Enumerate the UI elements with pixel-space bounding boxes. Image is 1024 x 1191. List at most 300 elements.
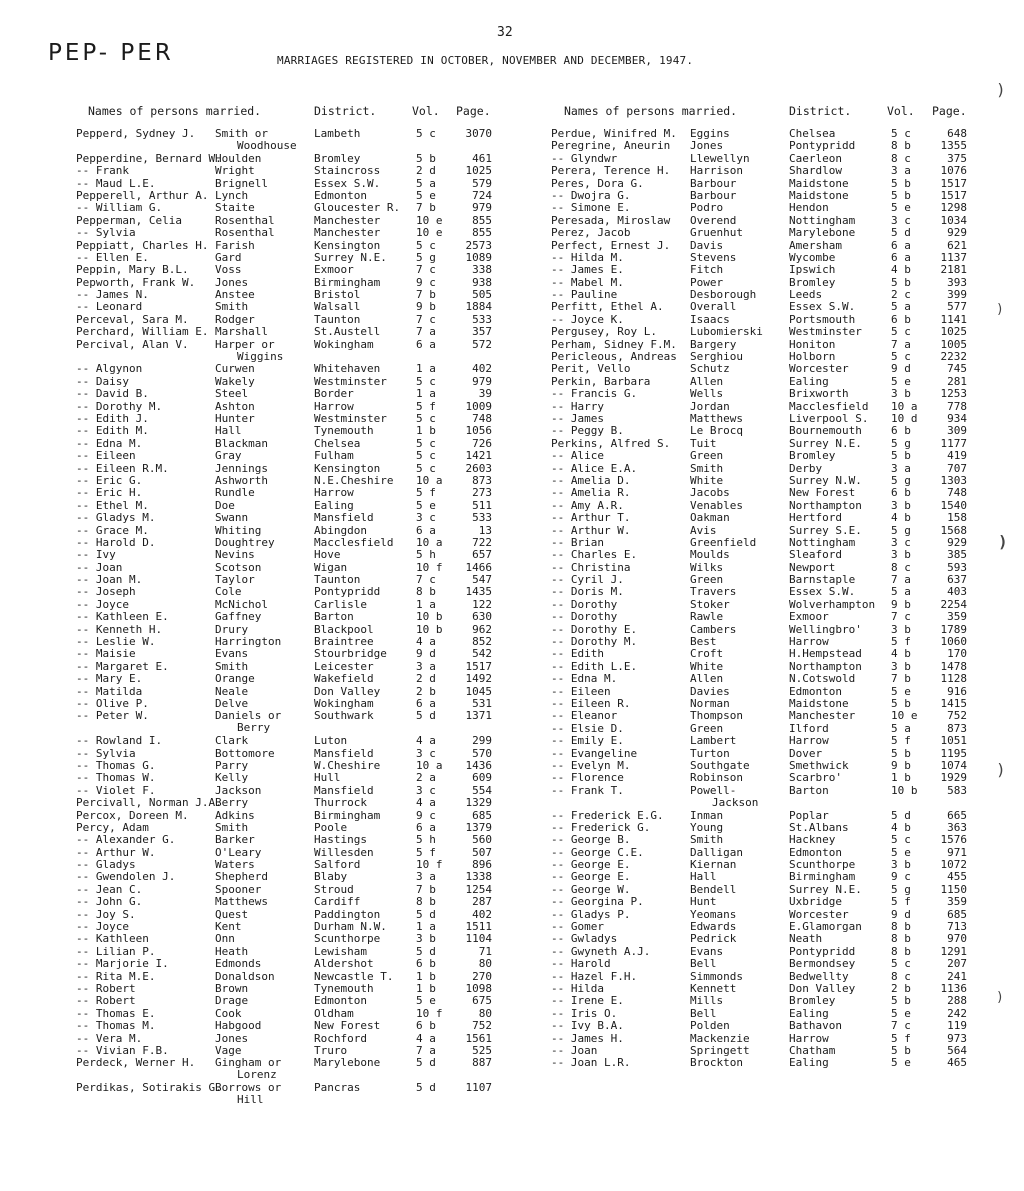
entry-district: Essex S.W. bbox=[314, 176, 381, 190]
entry-district: N.E.Cheshire bbox=[314, 473, 394, 487]
entry-volume: 5 f bbox=[891, 734, 911, 748]
entry-name: Percivall, Norman J.A. bbox=[76, 796, 222, 810]
entry-page: 593 bbox=[947, 560, 967, 574]
entry-name: -- Kenneth H. bbox=[76, 622, 163, 636]
entry-district: Portsmouth bbox=[789, 312, 856, 326]
entry-page: 685 bbox=[947, 907, 967, 921]
entry-name: -- David B. bbox=[76, 387, 149, 401]
entry-volume: 5 b bbox=[891, 176, 911, 190]
entry-name: -- Rowland I. bbox=[76, 734, 163, 748]
entry-volume: 6 b bbox=[416, 1019, 436, 1033]
entry-name: -- Dorothy bbox=[551, 610, 618, 624]
entry-volume: 8 c bbox=[891, 560, 911, 574]
entry-name: -- Brian bbox=[551, 535, 604, 549]
entry-volume: 5 g bbox=[891, 882, 911, 896]
entry-district: Marylebone bbox=[314, 1056, 381, 1070]
entry-volume: 6 b bbox=[416, 957, 436, 971]
entry-page: 1141 bbox=[940, 312, 967, 326]
entry-spouse: Rundle bbox=[215, 486, 255, 500]
entry-district: Hackney bbox=[789, 833, 836, 847]
entry-page: 675 bbox=[472, 994, 492, 1008]
entry-district: Edmonton bbox=[314, 188, 367, 202]
entry-spouse: McNichol bbox=[215, 597, 268, 611]
entry-name: -- Peggy B. bbox=[551, 424, 624, 438]
entry-page: 1355 bbox=[940, 139, 967, 153]
entry-spouse: Davies bbox=[690, 684, 730, 698]
entry-name: -- Lilian P. bbox=[76, 944, 156, 958]
entry-spouse: Evans bbox=[215, 647, 249, 661]
entry-district: Shardlow bbox=[789, 164, 842, 178]
entry-volume: 10 b bbox=[891, 783, 918, 797]
entry-volume: 5 c bbox=[891, 350, 911, 364]
entry-volume: 3 a bbox=[416, 659, 436, 673]
entry-volume: 4 a bbox=[416, 734, 436, 748]
entry-page: 419 bbox=[947, 449, 967, 463]
entry-spouse: Harper or Wiggins bbox=[215, 337, 284, 363]
entry-district: Ealing bbox=[789, 374, 829, 388]
entry-volume: 2 a bbox=[416, 771, 436, 785]
entry-name: -- George B. bbox=[551, 833, 631, 847]
entry-volume: 3 b bbox=[891, 659, 911, 673]
entry-volume: 2 d bbox=[416, 672, 436, 686]
entry-name: -- George E. bbox=[551, 858, 631, 872]
entry-spouse: Springett bbox=[690, 1043, 750, 1057]
entry-volume: 1 a bbox=[416, 920, 436, 934]
entry-spouse: Bendell bbox=[690, 882, 737, 896]
entry-district: Nottingham bbox=[789, 213, 856, 227]
entry-spouse: Vage bbox=[215, 1043, 242, 1057]
entry-district: Stourbridge bbox=[314, 647, 387, 661]
entry-volume: 3 c bbox=[416, 746, 436, 760]
entry-volume: 10 b bbox=[416, 622, 443, 636]
entry-name: Perchard, William E. bbox=[76, 325, 209, 339]
entry-name: Peres, Dora G. bbox=[551, 176, 644, 190]
entry-volume: 5 f bbox=[891, 635, 911, 649]
entry-name: Peregrine, Aneurin bbox=[551, 139, 671, 153]
entry-district: Worcester bbox=[789, 907, 849, 921]
entry-spouse: Young bbox=[690, 820, 724, 834]
entry-district: Wokingham bbox=[314, 337, 374, 351]
entry-volume: 3 b bbox=[891, 548, 911, 562]
entry-spouse: Overall bbox=[690, 300, 737, 314]
entry-district: Taunton bbox=[314, 312, 361, 326]
entry-page: 119 bbox=[947, 1019, 967, 1033]
entry-spouse: Brown bbox=[215, 982, 249, 995]
entry-district: Ealing bbox=[789, 1056, 829, 1070]
entry-name: -- Marjorie I. bbox=[76, 957, 169, 971]
entry-name: Pepworth, Frank W. bbox=[76, 275, 196, 289]
entry-page: 1929 bbox=[940, 771, 967, 785]
entry-name: -- Gladys P. bbox=[551, 907, 631, 921]
entry-volume: 4 a bbox=[416, 796, 436, 810]
entry-name: Pergusey, Roy L. bbox=[551, 325, 657, 339]
entry-spouse: Dalligan bbox=[690, 845, 743, 859]
entry-volume: 5 d bbox=[416, 944, 436, 958]
entry-page: 1576 bbox=[940, 833, 967, 847]
entry-spouse: Mills bbox=[690, 994, 724, 1008]
entry-name: -- Cyril J. bbox=[551, 573, 624, 587]
entry-page: 637 bbox=[947, 573, 967, 587]
entry-name: -- Evelyn M. bbox=[551, 758, 631, 772]
entry-page: 241 bbox=[947, 969, 967, 983]
entry-spouse: Yeomans bbox=[690, 907, 737, 921]
entry-volume: 8 b bbox=[891, 139, 911, 153]
entry-page: 1034 bbox=[940, 213, 967, 227]
entry-volume: 5 c bbox=[416, 238, 436, 252]
entry-name: -- Georgina P. bbox=[551, 895, 644, 909]
entry-district: Bromley bbox=[789, 994, 836, 1008]
entry-page: 455 bbox=[947, 870, 967, 884]
entry-page: 2573 bbox=[465, 238, 492, 252]
entry-district: Maidstone bbox=[789, 176, 849, 190]
entry-district: Macclesfield bbox=[314, 535, 394, 549]
entry-name: Perfect, Ernest J. bbox=[551, 238, 671, 252]
entry-page: 657 bbox=[472, 548, 492, 562]
entry-spouse: Lubomierski bbox=[690, 325, 763, 339]
entry-spouse: Gray bbox=[215, 449, 242, 463]
entry-volume: 6 b bbox=[891, 424, 911, 438]
entry-district: Pontypridd bbox=[314, 585, 381, 599]
entry-volume: 4 b bbox=[891, 820, 911, 834]
entry-page: 1884 bbox=[465, 300, 492, 314]
entry-district: Scarbro' bbox=[789, 771, 842, 785]
entry-page: 357 bbox=[472, 325, 492, 339]
entry-spouse: Green bbox=[690, 573, 724, 587]
entry-name: -- Emily E. bbox=[551, 734, 624, 748]
entry-district: Maidstone bbox=[789, 696, 849, 710]
entry-spouse: Ashton bbox=[215, 399, 255, 413]
entry-page: 873 bbox=[472, 473, 492, 487]
entry-page: 511 bbox=[472, 498, 492, 512]
entry-name: Pepperdine, Bernard W. bbox=[76, 151, 222, 165]
entry-page: 1060 bbox=[940, 635, 967, 649]
entry-volume: 7 b bbox=[416, 288, 436, 302]
entry-spouse: Steel bbox=[215, 387, 249, 401]
entry-page: 461 bbox=[472, 151, 492, 165]
entry-name: -- Arthur T. bbox=[551, 511, 631, 525]
entry-name: -- Ethel M. bbox=[76, 498, 149, 512]
entry-page: 158 bbox=[947, 511, 967, 525]
entry-name: Peppin, Mary B.L. bbox=[76, 263, 189, 277]
entry-spouse: Polden bbox=[690, 1019, 730, 1033]
entry-spouse: Marshall bbox=[215, 325, 268, 339]
entry-spouse: Drage bbox=[215, 994, 249, 1008]
entry-district: Border bbox=[314, 387, 354, 401]
entry-name: Perez, Jacob bbox=[551, 226, 631, 240]
entry-spouse: Shepherd bbox=[215, 870, 268, 884]
entry-district: Hove bbox=[314, 548, 341, 562]
entry-name: Peresada, Miroslaw bbox=[551, 213, 671, 227]
entry-page: 1005 bbox=[940, 337, 967, 351]
entry-volume: 1 a bbox=[416, 362, 436, 376]
entry-spouse: Isaacs bbox=[690, 312, 730, 326]
entry-name: -- Dorothy M. bbox=[76, 399, 163, 413]
entry-page: 648 bbox=[947, 127, 967, 140]
entry-spouse: Bottomore bbox=[215, 746, 275, 760]
entry-name: -- James E. bbox=[551, 263, 624, 277]
entry-page: 1291 bbox=[940, 944, 967, 958]
entry-spouse: Southgate bbox=[690, 758, 750, 772]
entry-volume: 2 b bbox=[891, 981, 911, 995]
entry-page: 1517 bbox=[940, 176, 967, 190]
entry-district: St.Albans bbox=[789, 820, 849, 834]
entry-district: Northampton bbox=[789, 659, 862, 673]
entry-page: 1195 bbox=[940, 746, 967, 760]
entry-volume: 5 c bbox=[416, 412, 436, 426]
entry-district: Harrow bbox=[314, 486, 354, 500]
entry-name: -- Frank T. bbox=[551, 783, 624, 797]
entry-name: -- Harold bbox=[551, 957, 611, 971]
entry-name: -- Eric G. bbox=[76, 473, 143, 487]
entry-volume: 5 e bbox=[416, 498, 436, 512]
entry-volume: 1 a bbox=[416, 387, 436, 401]
entry-volume: 9 b bbox=[891, 597, 911, 611]
entry-page: 1540 bbox=[940, 498, 967, 512]
entry-page: 873 bbox=[947, 721, 967, 735]
entry-spouse: Kent bbox=[215, 920, 242, 934]
entry-spouse: Delve bbox=[215, 697, 249, 710]
entry-name: -- Harold D. bbox=[76, 535, 156, 549]
entry-volume: 5 c bbox=[891, 127, 911, 140]
entry-district: Sleaford bbox=[789, 548, 842, 562]
entry-name: -- Amelia D. bbox=[551, 473, 631, 487]
entry-page: 554 bbox=[472, 783, 492, 797]
entry-name: Perceval, Sara M. bbox=[76, 312, 189, 326]
entry-name: -- Doris M. bbox=[551, 585, 624, 599]
entry-page: 1072 bbox=[940, 858, 967, 872]
entry-page: 385 bbox=[947, 548, 967, 562]
entry-page: 583 bbox=[947, 783, 967, 797]
entry-page: 896 bbox=[472, 858, 492, 872]
entry-name: -- Christina bbox=[551, 560, 631, 574]
entry-page: 577 bbox=[947, 300, 967, 314]
entry-page: 1177 bbox=[940, 436, 967, 450]
entry-volume: 5 e bbox=[891, 201, 911, 215]
entry-volume: 2 c bbox=[891, 288, 911, 302]
entry-district: Manchester bbox=[789, 709, 856, 723]
entry-page: 533 bbox=[472, 511, 492, 525]
entry-volume: 3 b bbox=[891, 858, 911, 872]
entry-page: 855 bbox=[472, 226, 492, 240]
entry-district: Abingdon bbox=[314, 523, 367, 537]
entry-volume: 5 b bbox=[416, 151, 436, 165]
entry-name: -- Pauline bbox=[551, 288, 618, 302]
entry-spouse: Waters bbox=[215, 858, 255, 872]
entry-district: Honiton bbox=[789, 337, 836, 351]
entry-district: Wellingbro' bbox=[789, 622, 862, 636]
entry-name: -- Mary E. bbox=[76, 672, 143, 686]
entry-name: -- Maisie bbox=[76, 647, 136, 661]
entry-volume: 5 e bbox=[891, 845, 911, 859]
entry-name: -- Vera M. bbox=[76, 1031, 143, 1045]
entry-district: Neath bbox=[789, 932, 823, 946]
entry-page: 1104 bbox=[465, 932, 492, 946]
entry-volume: 7 a bbox=[416, 325, 436, 339]
entry-name: -- Eileen R.M. bbox=[76, 461, 169, 475]
entry-spouse: Fitch bbox=[690, 263, 724, 277]
entry-name: Perkin, Barbara bbox=[551, 374, 651, 388]
entry-page: 288 bbox=[947, 994, 967, 1008]
entry-volume: 3 b bbox=[891, 387, 911, 401]
entry-page: 1056 bbox=[465, 424, 492, 438]
entry-name: -- Joy S. bbox=[76, 907, 136, 921]
right-header-vol: Vol. bbox=[887, 104, 915, 118]
entry-district: Wycombe bbox=[789, 250, 836, 264]
entry-district: Barnstaple bbox=[789, 573, 856, 587]
entry-page: 3070 bbox=[465, 127, 492, 140]
entry-district: Luton bbox=[314, 734, 348, 748]
entry-district: Northampton bbox=[789, 498, 862, 512]
entry-district: Mansfield bbox=[314, 746, 374, 760]
entry-name: -- William G. bbox=[76, 201, 163, 215]
entry-district: Durham N.W. bbox=[314, 920, 387, 934]
entry-spouse: Oakman bbox=[690, 511, 730, 525]
entry-volume: 8 c bbox=[891, 151, 911, 165]
entry-volume: 5 b bbox=[891, 994, 911, 1008]
entry-name: -- John G. bbox=[76, 895, 143, 909]
entry-district: Poole bbox=[314, 820, 348, 834]
entry-volume: 6 a bbox=[416, 697, 436, 710]
entry-spouse: Lynch bbox=[215, 188, 249, 202]
entry-name: -- Jean C. bbox=[76, 882, 143, 896]
entry-volume: 5 e bbox=[891, 374, 911, 388]
entry-spouse: Blackman bbox=[215, 436, 268, 450]
entry-spouse: Simmonds bbox=[690, 969, 743, 983]
entry-district: Cardiff bbox=[314, 895, 361, 909]
entry-district: Don Valley bbox=[314, 684, 381, 698]
entry-district: Southwark bbox=[314, 709, 374, 723]
entry-district: Willesden bbox=[314, 845, 374, 859]
entry-district: Caerleon bbox=[789, 151, 842, 165]
entry-page: 934 bbox=[947, 411, 967, 425]
entry-name: -- Glyndwr bbox=[551, 151, 618, 165]
entry-name: -- George W. bbox=[551, 882, 631, 896]
entry-district: Lambeth bbox=[314, 127, 361, 140]
entry-district: New Forest bbox=[314, 1019, 381, 1033]
entry-spouse: Matthews bbox=[215, 895, 268, 909]
margin-mark: ) bbox=[996, 760, 1006, 779]
entry-spouse: Edwards bbox=[690, 920, 737, 934]
entry-volume: 5 f bbox=[891, 1031, 911, 1045]
entry-page: 1253 bbox=[940, 387, 967, 401]
entry-page: 2181 bbox=[940, 263, 967, 277]
entry-name: -- Kathleen bbox=[76, 932, 149, 946]
entry-volume: 3 c bbox=[416, 511, 436, 525]
entry-volume: 5 c bbox=[416, 374, 436, 388]
entry-name: -- Alice E.A. bbox=[551, 461, 638, 475]
entry-name: -- Edith M. bbox=[76, 424, 149, 438]
entry-district: Birmingham bbox=[314, 808, 381, 822]
entry-volume: 1 b bbox=[416, 969, 436, 983]
entry-volume: 5 b bbox=[891, 696, 911, 710]
entry-spouse: Edmonds bbox=[215, 957, 262, 971]
entry-district: Westminster bbox=[314, 412, 387, 426]
entry-name: -- Edna M. bbox=[551, 672, 618, 686]
entry-district: Barton bbox=[314, 610, 354, 624]
entry-district: Blaby bbox=[314, 870, 348, 884]
entry-volume: 5 f bbox=[416, 845, 436, 859]
entry-name: -- Frank bbox=[76, 164, 129, 178]
entry-volume: 5 e bbox=[891, 684, 911, 698]
entry-page: 621 bbox=[947, 238, 967, 252]
entry-spouse: Green bbox=[690, 449, 724, 463]
entry-spouse: Jennings bbox=[215, 461, 268, 475]
entry-page: 970 bbox=[947, 932, 967, 946]
entry-name: -- Mabel M. bbox=[551, 275, 624, 289]
entry-page: 2254 bbox=[940, 597, 967, 611]
entry-spouse: Rosenthal bbox=[215, 226, 275, 240]
entry-spouse: Cambers bbox=[690, 622, 737, 636]
entry-spouse: Houlden bbox=[215, 151, 262, 165]
right-header-names: Names of persons married. bbox=[564, 104, 738, 118]
entry-spouse: Matthews bbox=[690, 411, 743, 425]
entry-page: 929 bbox=[947, 535, 967, 549]
entry-district: Dover bbox=[789, 746, 823, 760]
entry-page: 1466 bbox=[465, 560, 492, 574]
entry-page: 547 bbox=[472, 573, 492, 587]
entry-volume: 5 d bbox=[416, 1081, 436, 1095]
entry-volume: 7 c bbox=[891, 1019, 911, 1033]
entry-volume: 5 a bbox=[891, 585, 911, 599]
entry-name: -- Ellen E. bbox=[76, 250, 149, 264]
entry-name: -- Joan M. bbox=[76, 573, 143, 587]
entry-page: 359 bbox=[947, 895, 967, 909]
entry-district: Westminster bbox=[314, 374, 387, 388]
entry-spouse: Smith bbox=[215, 300, 249, 314]
entry-name: -- Hilda M. bbox=[551, 250, 624, 264]
entry-page: 1561 bbox=[465, 1031, 492, 1045]
entry-spouse: Powell- Jackson bbox=[690, 783, 759, 809]
entry-name: -- Peter W. bbox=[76, 709, 149, 723]
entry-district: Harrow bbox=[789, 635, 829, 649]
entry-volume: 7 b bbox=[416, 201, 436, 215]
entry-district: Worcester bbox=[789, 362, 849, 376]
entry-district: Fulham bbox=[314, 449, 354, 463]
entry-name: -- Francis G. bbox=[551, 387, 638, 401]
entry-volume: 10 e bbox=[891, 709, 918, 723]
entry-volume: 5 a bbox=[891, 300, 911, 314]
entry-spouse: Clark bbox=[215, 734, 249, 748]
entry-page: 887 bbox=[472, 1056, 492, 1070]
entry-page: 507 bbox=[472, 845, 492, 859]
entry-district: N.Cotswold bbox=[789, 672, 856, 686]
entry-page: 1511 bbox=[465, 920, 492, 934]
entry-volume: 5 h bbox=[416, 833, 436, 847]
entry-spouse: Doe bbox=[215, 498, 235, 512]
entry-name: -- Matilda bbox=[76, 684, 143, 698]
entry-spouse: Quest bbox=[215, 907, 249, 921]
entry-name: -- Olive P. bbox=[76, 697, 149, 710]
entry-page: 533 bbox=[472, 312, 492, 326]
entry-name: Percy, Adam bbox=[76, 820, 149, 834]
entry-volume: 5 b bbox=[891, 188, 911, 202]
entry-name: -- Alice bbox=[551, 449, 604, 463]
entry-spouse: Hall bbox=[690, 870, 717, 884]
entry-page: 1568 bbox=[940, 523, 967, 537]
entry-page: 1789 bbox=[940, 622, 967, 636]
entry-spouse: Greenfield bbox=[690, 535, 757, 549]
entry-district: Leeds bbox=[789, 288, 823, 302]
entry-spouse: Smith bbox=[215, 659, 249, 673]
entry-spouse: Jackson bbox=[215, 783, 262, 797]
entry-volume: 8 c bbox=[891, 969, 911, 983]
entry-volume: 10 e bbox=[416, 213, 443, 227]
entry-district: Manchester bbox=[314, 226, 381, 240]
entry-volume: 2 d bbox=[416, 164, 436, 178]
entry-volume: 9 c bbox=[416, 275, 436, 289]
entry-page: 1517 bbox=[465, 659, 492, 673]
entry-spouse: Hall bbox=[215, 424, 242, 438]
